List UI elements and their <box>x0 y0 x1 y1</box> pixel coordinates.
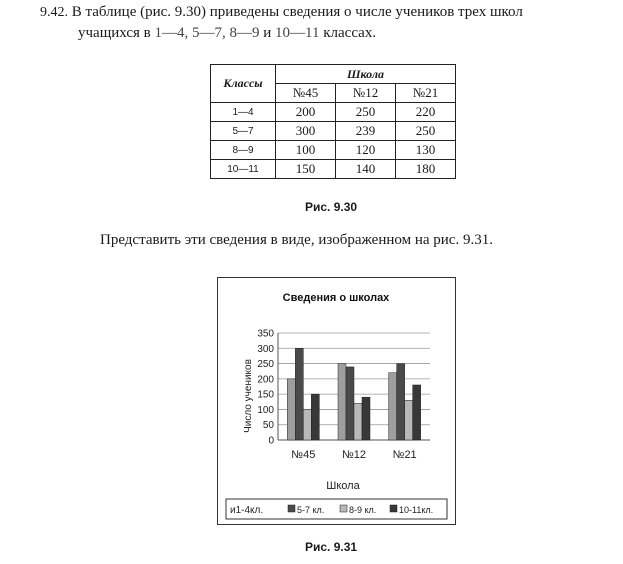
school-header: №12 <box>336 84 396 103</box>
chart-caption: Рис. 9.31 <box>305 540 358 554</box>
legend-swatch <box>390 505 397 512</box>
chart-legend <box>226 499 447 519</box>
bar <box>295 348 303 440</box>
bar <box>303 409 311 440</box>
x-tick-label: №12 <box>341 449 367 461</box>
bar <box>346 367 354 440</box>
bar-chart <box>218 278 455 524</box>
bar <box>354 403 362 440</box>
legend-label: 8-9 кл. <box>349 505 377 515</box>
problem-groups: 1—4, 5—7, 8—9 <box>154 25 260 41</box>
bar <box>413 385 421 440</box>
y-axis-label: Число учеников <box>243 359 254 433</box>
y-tick-label: 200 <box>257 374 274 386</box>
legend-swatch <box>340 505 347 512</box>
bar <box>362 397 370 440</box>
legend-label: 5-7 кл. <box>297 505 325 515</box>
bar <box>397 364 405 440</box>
y-tick-label: 300 <box>257 343 274 355</box>
table-cell: 239 <box>336 122 396 141</box>
table-cell: 250 <box>336 103 396 122</box>
bar <box>405 400 413 440</box>
x-axis-label: Школа <box>326 480 360 492</box>
y-tick-label: 0 <box>268 435 274 447</box>
table-header-row <box>211 65 456 84</box>
school-header: №45 <box>276 84 336 103</box>
y-tick-label: 250 <box>257 359 274 371</box>
table-row <box>211 141 456 160</box>
table-cell: 300 <box>276 122 336 141</box>
header-classes: Классы <box>211 65 276 103</box>
chart-container <box>217 277 456 525</box>
row-label: 8—9 <box>211 141 276 160</box>
problem-line-2-post: классах. <box>319 25 377 41</box>
problem-line-1-text: В таблице (рис. 9.30) приведены сведения о числе учеников трех школ <box>71 4 523 20</box>
table-cell: 130 <box>396 141 456 160</box>
chart-title: Сведения о школах <box>282 292 390 304</box>
table-cell: 100 <box>276 141 336 160</box>
problem-line-2-pre: учащихся в <box>78 25 155 41</box>
legend-swatch <box>288 505 295 512</box>
table-cell: 140 <box>336 160 396 179</box>
table-cell: 120 <box>336 141 396 160</box>
legend-label: 10-11кл. <box>399 505 434 515</box>
problem-line-2 <box>40 23 620 43</box>
bar <box>287 379 295 440</box>
table-row <box>211 103 456 122</box>
table-cell: 200 <box>276 103 336 122</box>
school-header: №21 <box>396 84 456 103</box>
task-text: Представить эти сведения в виде, изображенном на рис. 9.31. <box>100 232 493 248</box>
header-school: Школа <box>276 65 456 84</box>
y-tick-label: 100 <box>257 404 274 416</box>
table-row <box>211 122 456 141</box>
problem-number: 9.42. <box>40 5 68 20</box>
x-tick-label: №21 <box>392 449 417 461</box>
bar <box>338 364 346 440</box>
problem-last-group: 10—11 <box>275 25 320 41</box>
table-caption: Рис. 9.30 <box>305 200 358 214</box>
y-tick-label: 50 <box>262 420 274 432</box>
row-label: 1—4 <box>211 103 276 122</box>
x-tick-label: №45 <box>291 449 316 461</box>
table-cell: 220 <box>396 103 456 122</box>
legend-label: и1-4кл. <box>230 505 264 516</box>
problem-statement <box>40 2 620 43</box>
table-cell: 150 <box>276 160 336 179</box>
row-label: 10—11 <box>211 160 276 179</box>
bar <box>389 373 397 440</box>
table-row <box>211 160 456 179</box>
problem-line-1 <box>40 2 620 23</box>
y-tick-label: 350 <box>257 328 274 340</box>
table-cell: 250 <box>396 122 456 141</box>
problem-and: и <box>259 25 276 41</box>
plot-area <box>257 329 430 462</box>
school-data-table <box>210 64 456 179</box>
row-label: 5—7 <box>211 122 276 141</box>
bar <box>311 394 319 440</box>
table-cell: 180 <box>396 160 456 179</box>
y-tick-label: 150 <box>257 389 274 401</box>
